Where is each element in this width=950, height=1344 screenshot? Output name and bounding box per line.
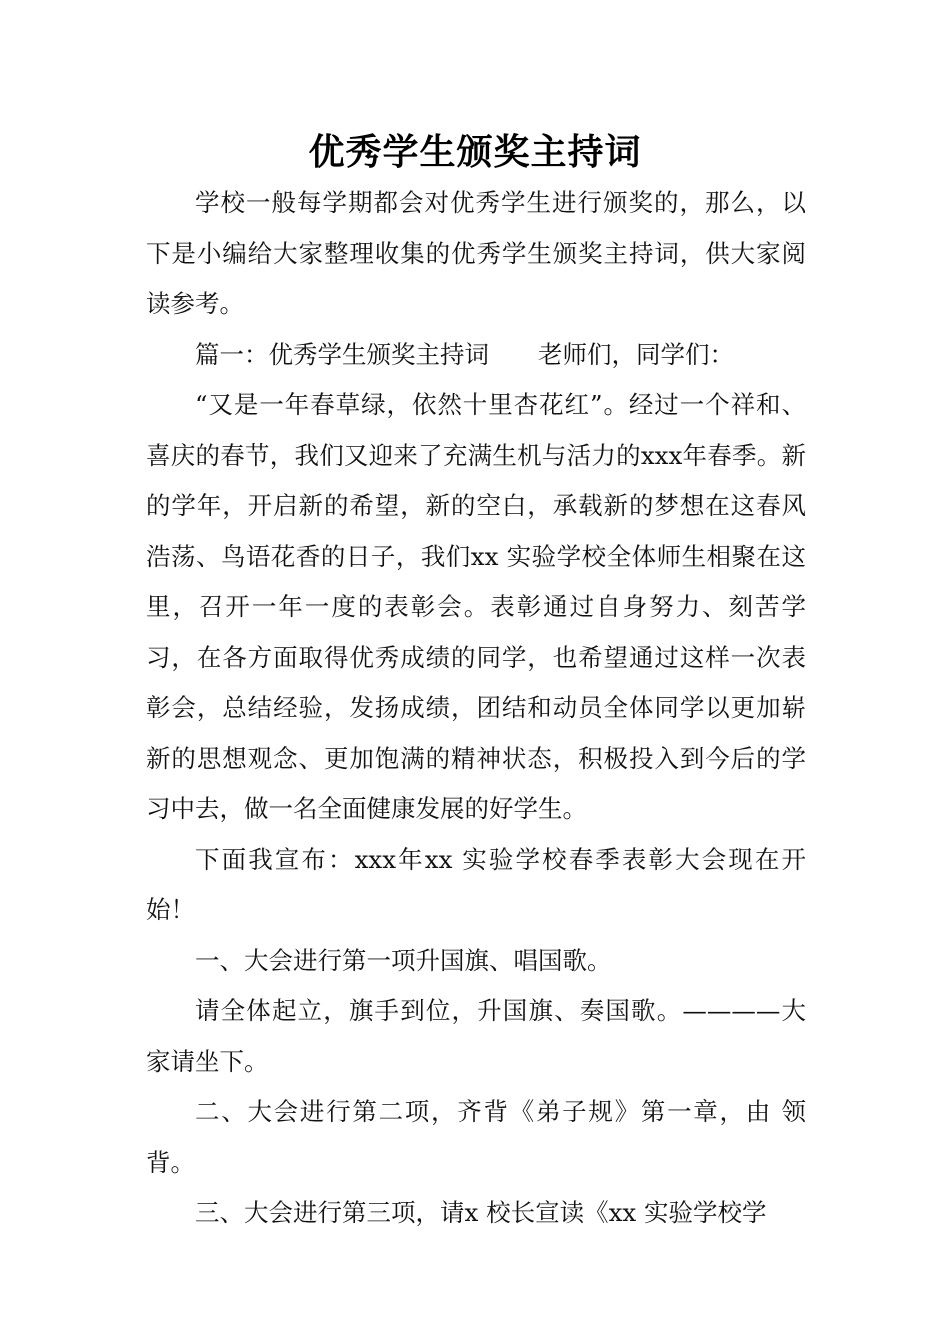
paragraph-flag-ceremony: 请全体起立，旗手到位，升国旗、奏国歌。————大家请坐下。 bbox=[146, 996, 806, 1076]
paragraph-announcement: 下面我宣布：xxx年xx 实验学校春季表彰大会现在开始！ bbox=[146, 844, 806, 924]
paragraph-item-2: 二、大会进行第二项，齐背《弟子规》第一章，由 领背。 bbox=[146, 1097, 806, 1177]
paragraph-intro: 学校一般每学期都会对优秀学生进行颁奖的，那么，以下是小编给大家整理收集的优秀学生颁奖主持词，供大家阅读参考。 bbox=[146, 188, 806, 318]
document-title: 优秀学生颁奖主持词 bbox=[308, 132, 642, 173]
paragraph-opening-speech: “又是一年春草绿，依然十里杏花红”。经过一个祥和、喜庆的春节，我们又迎来了充满生机与活力的xxx年春季。新的学年，开启新的希望，新的空白，承载新的梦想在这春风浩荡、鸟语花香的日子，我们xx 实验学校全体师生相聚在这里，召开一年一度的表彰会。表彰通过自身努力、刻苦学习，在各方面取得优秀成绩的同学，也希望通过这样一次表彰会，总结经验，发扬成绩，团结和动员全体同学以更加崭新的思想观念、更加饱满的精神状态，积极投入到今后的学习中去，做一名全面健康发展的好学生。 bbox=[146, 390, 806, 823]
paragraph-item-3: 三、大会进行第三项，请x 校长宣读《xx 实验学校学 bbox=[195, 1198, 767, 1227]
paragraph-item-1: 一、大会进行第一项升国旗、唱国歌。 bbox=[195, 945, 612, 975]
paragraph-heading: 篇一：优秀学生颁奖主持词 老师们，同学们： bbox=[195, 339, 734, 369]
document-body bbox=[146, 178, 806, 1239]
